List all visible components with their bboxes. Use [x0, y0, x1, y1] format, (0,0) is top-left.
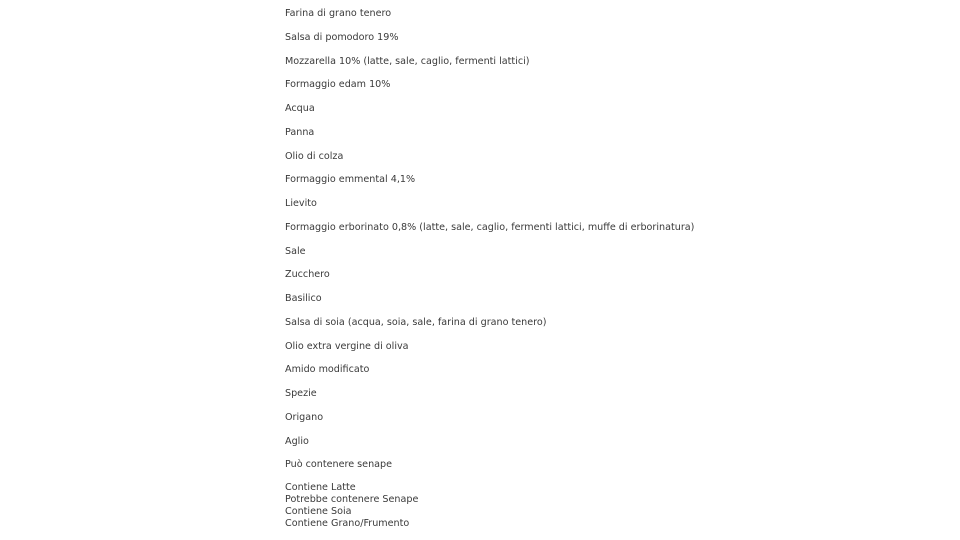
allergen-item: Contiene Latte [285, 482, 356, 493]
may-contain-note: Può contenere senape [285, 459, 393, 471]
ingredient-item: Aglio [285, 435, 309, 447]
ingredient-item: Basilico [285, 293, 322, 304]
ingredients-section [285, 7, 905, 530]
ingredient-item: Amido modificato [285, 364, 370, 376]
ingredient-item: Formaggio edam 10% [285, 79, 391, 91]
ingredient-item: Sale [285, 245, 306, 257]
allergen-item: Contiene Grano/Frumento [285, 518, 410, 529]
ingredient-item: Olio di colza [285, 150, 344, 162]
ingredient-item: Origano [285, 411, 324, 423]
allergen-list [285, 482, 905, 530]
ingredient-item: Spezie [285, 388, 317, 399]
ingredient-item: Lievito [285, 198, 317, 209]
ingredient-item: Zucchero [285, 269, 330, 281]
ingredient-item: Farina di grano tenero [285, 8, 392, 19]
allergen-item: Contiene Soia [285, 506, 352, 517]
ingredient-item: Salsa di pomodoro 19% [285, 31, 399, 43]
ingredient-item: Formaggio emmental 4,1% [285, 174, 416, 186]
ingredient-item: Panna [285, 126, 315, 138]
ingredient-item: Olio extra vergine di oliva [285, 340, 409, 352]
ingredient-item: Acqua [285, 103, 315, 114]
ingredient-item: Mozzarella 10% (latte, sale, caglio, fermenti lattici) [285, 55, 530, 67]
allergen-item: Potrebbe contenere Senape [285, 494, 419, 505]
ingredient-item: Formaggio erborinato 0,8% (latte, sale, caglio, fermenti lattici, muffe di erborinatura) [285, 221, 695, 233]
ingredient-item: Salsa di soia (acqua, soia, sale, farina di grano tenero) [285, 316, 547, 328]
ingredient-list [285, 7, 905, 472]
